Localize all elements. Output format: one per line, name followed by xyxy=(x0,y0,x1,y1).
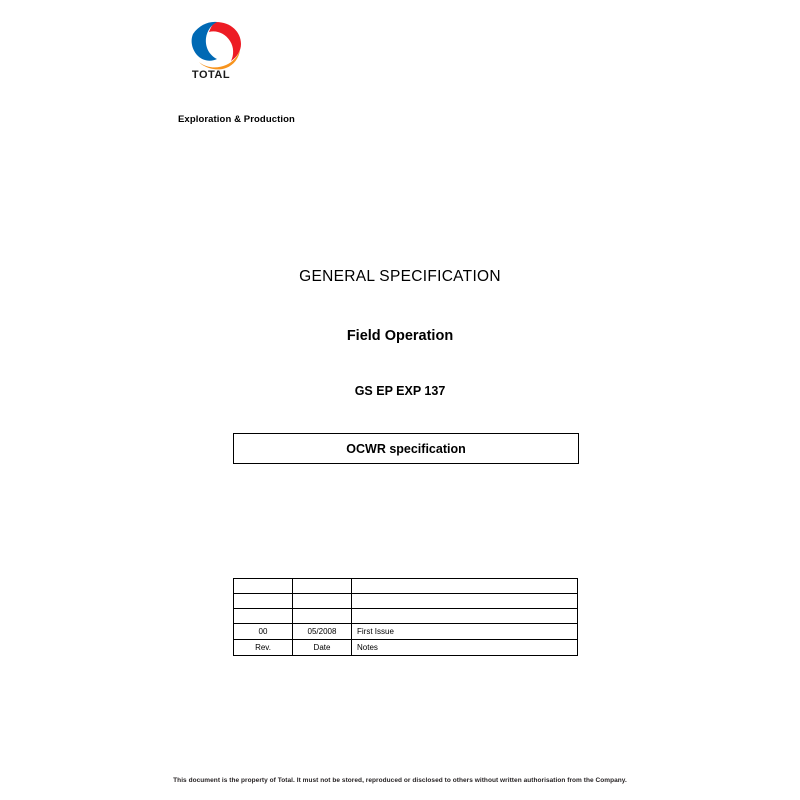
revision-cell xyxy=(234,609,293,624)
document-subject: OCWR specification xyxy=(346,441,466,456)
document-type: GENERAL SPECIFICATION xyxy=(299,268,501,285)
notes-column-header: Notes xyxy=(352,640,578,656)
date-cell xyxy=(293,594,352,609)
total-logo-wordmark: TOTAL xyxy=(191,69,231,81)
title-block xyxy=(0,268,800,398)
document-family: Field Operation xyxy=(346,328,454,344)
notes-cell xyxy=(352,594,578,609)
table-row xyxy=(234,609,578,624)
total-logo-icon xyxy=(187,20,245,70)
revision-cell xyxy=(234,579,293,594)
document-reference: GS EP EXP 137 xyxy=(354,384,446,398)
revision-table xyxy=(233,578,578,656)
revision-cell xyxy=(234,594,293,609)
notes-cell: First Issue xyxy=(352,624,578,640)
total-logo xyxy=(180,20,252,92)
copyright-notice: This document is the property of Total. It must not be stored, reproduced or disclosed to others without written authorisation from the Company. xyxy=(173,777,627,784)
branch-label: Exploration & Production xyxy=(178,114,295,125)
date-cell xyxy=(293,609,352,624)
document-header xyxy=(178,20,598,125)
date-cell: 05/2008 xyxy=(293,624,352,640)
table-row xyxy=(234,579,578,594)
date-column-header: Date xyxy=(293,640,352,656)
document-subject-box xyxy=(233,433,579,464)
revision-column-header: Rev. xyxy=(234,640,293,656)
table-header-row xyxy=(234,640,578,656)
notes-cell xyxy=(352,609,578,624)
document-footer xyxy=(0,769,800,787)
revision-cell: 00 xyxy=(234,624,293,640)
table-row xyxy=(234,624,578,640)
notes-cell xyxy=(352,579,578,594)
table-row xyxy=(234,594,578,609)
date-cell xyxy=(293,579,352,594)
